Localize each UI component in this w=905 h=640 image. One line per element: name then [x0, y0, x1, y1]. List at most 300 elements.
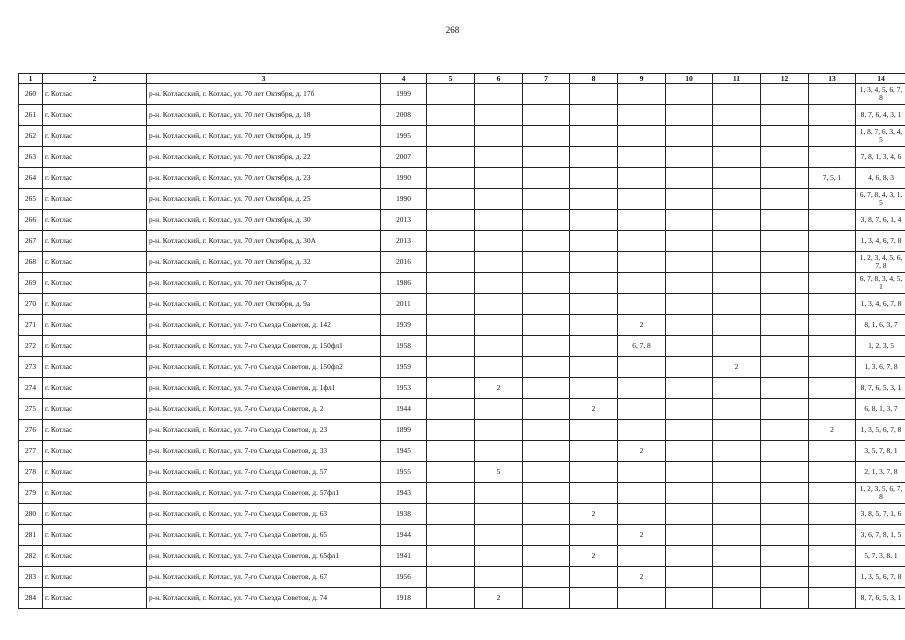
table-header	[19, 74, 905, 84]
row-number-cell: 274	[19, 378, 43, 399]
address-cell: р-н. Котласский, г. Котлас, ул. 70 лет Октября, д. 19	[147, 126, 381, 147]
year-cell: 1999	[381, 84, 427, 105]
col13-cell	[809, 357, 856, 378]
col7-cell	[523, 315, 570, 336]
col7-cell	[523, 420, 570, 441]
col7-cell	[523, 504, 570, 525]
year-cell: 1941	[381, 546, 427, 567]
col11-cell	[713, 189, 761, 210]
address-cell: р-н. Котласский, г. Котлас, ул. 70 лет Октября, д. 30А	[147, 231, 381, 252]
col12-cell	[761, 420, 809, 441]
address-cell: р-н. Котласский, г. Котлас, ул. 7-го Съезда Советов, д. 63	[147, 504, 381, 525]
table-row	[19, 588, 905, 609]
column-header-1: 1	[19, 74, 43, 84]
row-number-cell: 261	[19, 105, 43, 126]
col5-cell	[427, 525, 475, 546]
col14-cell: 5, 7, 3, 8, 1	[856, 546, 905, 567]
col8-cell	[570, 357, 618, 378]
col14-cell: 6, 7, 8, 4, 3, 1, 5	[856, 189, 905, 210]
page-number: 268	[445, 25, 460, 35]
col8-cell	[570, 588, 618, 609]
table-row	[19, 273, 905, 294]
table-row	[19, 294, 905, 315]
col11-cell	[713, 105, 761, 126]
col11-cell	[713, 84, 761, 105]
table-row	[19, 525, 905, 546]
city-cell: г. Котлас	[43, 336, 147, 357]
col9-cell	[618, 105, 666, 126]
column-header-3: 3	[147, 74, 381, 84]
col8-cell	[570, 420, 618, 441]
col9-cell: 6, 7, 8	[618, 336, 666, 357]
col14-cell: 1, 2, 3, 4, 5, 6, 7, 8	[856, 252, 905, 273]
row-number-cell: 271	[19, 315, 43, 336]
col12-cell	[761, 273, 809, 294]
col6-cell: 5	[475, 462, 523, 483]
col5-cell	[427, 567, 475, 588]
city-cell: г. Котлас	[43, 567, 147, 588]
col13-cell: 2	[809, 420, 856, 441]
column-header-9: 9	[618, 74, 666, 84]
col6-cell	[475, 483, 523, 504]
col14-cell: 1, 8, 7, 6, 3, 4, 5	[856, 126, 905, 147]
col13-cell	[809, 504, 856, 525]
year-cell: 2007	[381, 147, 427, 168]
table-row	[19, 336, 905, 357]
col10-cell	[666, 105, 713, 126]
year-cell: 2011	[381, 294, 427, 315]
col9-cell	[618, 273, 666, 294]
col11-cell	[713, 147, 761, 168]
col7-cell	[523, 168, 570, 189]
col8-cell	[570, 273, 618, 294]
col10-cell	[666, 546, 713, 567]
address-cell: р-н. Котласский, г. Котлас, ул. 70 лет Октября, д. 22	[147, 147, 381, 168]
col5-cell	[427, 441, 475, 462]
col6-cell	[475, 210, 523, 231]
col10-cell	[666, 168, 713, 189]
col14-cell: 8, 1, 6, 3, 7	[856, 315, 905, 336]
col7-cell	[523, 546, 570, 567]
year-cell: 1986	[381, 273, 427, 294]
col11-cell	[713, 210, 761, 231]
col14-cell: 1, 3, 4, 6, 7, 8	[856, 294, 905, 315]
col9-cell	[618, 231, 666, 252]
row-number-cell: 277	[19, 441, 43, 462]
table-row	[19, 210, 905, 231]
table-row	[19, 126, 905, 147]
row-number-cell: 273	[19, 357, 43, 378]
col9-cell: 2	[618, 315, 666, 336]
col8-cell: 2	[570, 504, 618, 525]
col11-cell	[713, 231, 761, 252]
row-number-cell: 276	[19, 420, 43, 441]
year-cell: 1944	[381, 399, 427, 420]
col5-cell	[427, 84, 475, 105]
col9-cell	[618, 84, 666, 105]
col10-cell	[666, 336, 713, 357]
address-cell: р-н. Котласский, г. Котлас, ул. 7-го Съезда Советов, д. 57	[147, 462, 381, 483]
column-header-13: 13	[809, 74, 856, 84]
col11-cell: 2	[713, 357, 761, 378]
address-cell: р-н. Котласский, г. Котлас, ул. 7-го Съезда Советов, д. 150фл2	[147, 357, 381, 378]
col11-cell	[713, 399, 761, 420]
col14-cell: 3, 6, 7, 8, 1, 5	[856, 525, 905, 546]
row-number-cell: 266	[19, 210, 43, 231]
col5-cell	[427, 273, 475, 294]
col11-cell	[713, 273, 761, 294]
col6-cell: 2	[475, 588, 523, 609]
col14-cell: 2, 1, 3, 7, 8	[856, 462, 905, 483]
col9-cell	[618, 168, 666, 189]
col10-cell	[666, 147, 713, 168]
col12-cell	[761, 357, 809, 378]
address-cell: р-н. Котласский, г. Котлас, ул. 7-го Съезда Советов, д. 74	[147, 588, 381, 609]
address-cell: р-н. Котласский, г. Котлас, ул. 7-го Съезда Советов, д. 65фл1	[147, 546, 381, 567]
col10-cell	[666, 315, 713, 336]
table-row	[19, 315, 905, 336]
col14-cell: 1, 3, 6, 7, 8	[856, 357, 905, 378]
col5-cell	[427, 483, 475, 504]
col7-cell	[523, 210, 570, 231]
table-row	[19, 441, 905, 462]
table-row	[19, 84, 905, 105]
col7-cell	[523, 567, 570, 588]
col12-cell	[761, 147, 809, 168]
col13-cell	[809, 336, 856, 357]
address-cell: р-н. Котласский, г. Котлас, ул. 70 лет Октября, д. 30	[147, 210, 381, 231]
col14-cell: 1, 3, 5, 6, 7, 8	[856, 567, 905, 588]
col14-cell: 1, 2, 3, 5, 6, 7, 8	[856, 483, 905, 504]
col14-cell: 8, 7, 6, 5, 3, 1	[856, 378, 905, 399]
col5-cell	[427, 105, 475, 126]
address-cell: р-н. Котласский, г. Котлас, ул. 7-го Съезда Советов, д. 23	[147, 420, 381, 441]
col6-cell	[475, 399, 523, 420]
col10-cell	[666, 126, 713, 147]
table-row	[19, 420, 905, 441]
column-header-2: 2	[43, 74, 147, 84]
year-cell: 1943	[381, 483, 427, 504]
col11-cell	[713, 588, 761, 609]
table-row	[19, 462, 905, 483]
col7-cell	[523, 441, 570, 462]
col13-cell	[809, 462, 856, 483]
col7-cell	[523, 189, 570, 210]
col7-cell	[523, 273, 570, 294]
table-row	[19, 231, 905, 252]
col12-cell	[761, 525, 809, 546]
col12-cell	[761, 546, 809, 567]
col11-cell	[713, 420, 761, 441]
col6-cell	[475, 84, 523, 105]
table-row	[19, 357, 905, 378]
col13-cell: 7, 5, 1	[809, 168, 856, 189]
col7-cell	[523, 588, 570, 609]
col6-cell	[475, 504, 523, 525]
col12-cell	[761, 84, 809, 105]
col12-cell	[761, 336, 809, 357]
col11-cell	[713, 252, 761, 273]
address-cell: р-н. Котласский, г. Котлас, ул. 7-го Съезда Советов, д. 57фл1	[147, 483, 381, 504]
col7-cell	[523, 336, 570, 357]
column-header-11: 11	[713, 74, 761, 84]
col9-cell	[618, 210, 666, 231]
col6-cell	[475, 105, 523, 126]
col6-cell	[475, 315, 523, 336]
col8-cell	[570, 147, 618, 168]
year-cell: 2016	[381, 252, 427, 273]
col13-cell	[809, 84, 856, 105]
city-cell: г. Котлас	[43, 420, 147, 441]
col14-cell: 3, 8, 7, 6, 1, 4	[856, 210, 905, 231]
col7-cell	[523, 147, 570, 168]
col12-cell	[761, 567, 809, 588]
col9-cell	[618, 294, 666, 315]
col6-cell	[475, 126, 523, 147]
col8-cell	[570, 126, 618, 147]
year-cell: 1958	[381, 336, 427, 357]
table-row	[19, 546, 905, 567]
col10-cell	[666, 231, 713, 252]
col8-cell	[570, 294, 618, 315]
city-cell: г. Котлас	[43, 252, 147, 273]
col8-cell	[570, 462, 618, 483]
col9-cell	[618, 399, 666, 420]
col7-cell	[523, 399, 570, 420]
col8-cell	[570, 315, 618, 336]
city-cell: г. Котлас	[43, 378, 147, 399]
city-cell: г. Котлас	[43, 588, 147, 609]
col10-cell	[666, 567, 713, 588]
address-cell: р-н. Котласский, г. Котлас, ул. 7-го Съезда Советов, д. 65	[147, 525, 381, 546]
address-cell: р-н. Котласский, г. Котлас, ул. 7-го Съезда Советов, д. 2	[147, 399, 381, 420]
col12-cell	[761, 399, 809, 420]
col10-cell	[666, 252, 713, 273]
row-number-cell: 279	[19, 483, 43, 504]
col8-cell: 2	[570, 546, 618, 567]
city-cell: г. Котлас	[43, 525, 147, 546]
col12-cell	[761, 168, 809, 189]
city-cell: г. Котлас	[43, 210, 147, 231]
col14-cell: 1, 2, 3, 5	[856, 336, 905, 357]
col9-cell	[618, 483, 666, 504]
year-cell: 1990	[381, 168, 427, 189]
year-cell: 1945	[381, 441, 427, 462]
col13-cell	[809, 315, 856, 336]
column-header-8: 8	[570, 74, 618, 84]
col13-cell	[809, 567, 856, 588]
col10-cell	[666, 84, 713, 105]
table-row	[19, 252, 905, 273]
col10-cell	[666, 189, 713, 210]
year-cell: 2013	[381, 231, 427, 252]
col7-cell	[523, 357, 570, 378]
col14-cell: 1, 3, 5, 6, 7, 8	[856, 420, 905, 441]
column-header-4: 4	[381, 74, 427, 84]
col7-cell	[523, 294, 570, 315]
col10-cell	[666, 294, 713, 315]
col9-cell: 2	[618, 441, 666, 462]
col5-cell	[427, 189, 475, 210]
col10-cell	[666, 420, 713, 441]
col5-cell	[427, 336, 475, 357]
col11-cell	[713, 567, 761, 588]
col11-cell	[713, 126, 761, 147]
row-number-cell: 282	[19, 546, 43, 567]
row-number-cell: 269	[19, 273, 43, 294]
year-cell: 1953	[381, 378, 427, 399]
col9-cell	[618, 126, 666, 147]
year-cell: 1899	[381, 420, 427, 441]
address-cell: р-н. Котласский, г. Котлас, ул. 70 лет Октября, д. 9а	[147, 294, 381, 315]
row-number-cell: 280	[19, 504, 43, 525]
col5-cell	[427, 147, 475, 168]
col9-cell	[618, 147, 666, 168]
col8-cell	[570, 483, 618, 504]
col8-cell	[570, 84, 618, 105]
col6-cell	[475, 168, 523, 189]
col5-cell	[427, 231, 475, 252]
col14-cell: 8, 7, 6, 5, 3, 1	[856, 588, 905, 609]
col11-cell	[713, 462, 761, 483]
header-row	[19, 74, 905, 84]
col10-cell	[666, 525, 713, 546]
col12-cell	[761, 504, 809, 525]
col8-cell	[570, 378, 618, 399]
city-cell: г. Котлас	[43, 294, 147, 315]
col6-cell	[475, 231, 523, 252]
column-header-14: 14	[856, 74, 905, 84]
col12-cell	[761, 105, 809, 126]
table-row	[19, 189, 905, 210]
col13-cell	[809, 525, 856, 546]
row-number-cell: 270	[19, 294, 43, 315]
table-row	[19, 483, 905, 504]
col10-cell	[666, 441, 713, 462]
col14-cell: 4, 6, 8, 3	[856, 168, 905, 189]
col11-cell	[713, 315, 761, 336]
col9-cell	[618, 378, 666, 399]
city-cell: г. Котлас	[43, 84, 147, 105]
col10-cell	[666, 210, 713, 231]
table-body	[19, 84, 905, 609]
col13-cell	[809, 105, 856, 126]
col8-cell	[570, 105, 618, 126]
col6-cell	[475, 147, 523, 168]
col6-cell	[475, 189, 523, 210]
col13-cell	[809, 126, 856, 147]
col8-cell	[570, 231, 618, 252]
table-row	[19, 567, 905, 588]
col5-cell	[427, 588, 475, 609]
col7-cell	[523, 231, 570, 252]
col11-cell	[713, 378, 761, 399]
year-cell: 2013	[381, 210, 427, 231]
row-number-cell: 272	[19, 336, 43, 357]
row-number-cell: 265	[19, 189, 43, 210]
col9-cell: 2	[618, 525, 666, 546]
city-cell: г. Котлас	[43, 483, 147, 504]
col10-cell	[666, 399, 713, 420]
column-header-5: 5	[427, 74, 475, 84]
col6-cell	[475, 441, 523, 462]
city-cell: г. Котлас	[43, 546, 147, 567]
year-cell: 1918	[381, 588, 427, 609]
col12-cell	[761, 189, 809, 210]
city-cell: г. Котлас	[43, 399, 147, 420]
col10-cell	[666, 588, 713, 609]
col5-cell	[427, 504, 475, 525]
col8-cell	[570, 441, 618, 462]
col8-cell	[570, 336, 618, 357]
year-cell: 1959	[381, 357, 427, 378]
col10-cell	[666, 462, 713, 483]
col6-cell: 2	[475, 378, 523, 399]
col14-cell: 6, 7, 8, 3, 4, 5, 1	[856, 273, 905, 294]
col13-cell	[809, 210, 856, 231]
col11-cell	[713, 546, 761, 567]
address-cell: р-н. Котласский, г. Котлас, ул. 70 лет Октября, д. 17б	[147, 84, 381, 105]
col13-cell	[809, 231, 856, 252]
col8-cell	[570, 567, 618, 588]
col6-cell	[475, 273, 523, 294]
col6-cell	[475, 546, 523, 567]
city-cell: г. Котлас	[43, 231, 147, 252]
year-cell: 1995	[381, 126, 427, 147]
row-number-cell: 268	[19, 252, 43, 273]
col14-cell: 8, 7, 6, 4, 3, 1	[856, 105, 905, 126]
col13-cell	[809, 147, 856, 168]
col6-cell	[475, 525, 523, 546]
col11-cell	[713, 441, 761, 462]
row-number-cell: 267	[19, 231, 43, 252]
col5-cell	[427, 126, 475, 147]
year-cell: 1990	[381, 189, 427, 210]
col7-cell	[523, 378, 570, 399]
col9-cell	[618, 252, 666, 273]
col7-cell	[523, 252, 570, 273]
year-cell: 1938	[381, 504, 427, 525]
col13-cell	[809, 252, 856, 273]
city-cell: г. Котлас	[43, 357, 147, 378]
city-cell: г. Котлас	[43, 504, 147, 525]
col12-cell	[761, 231, 809, 252]
col6-cell	[475, 252, 523, 273]
col5-cell	[427, 210, 475, 231]
row-number-cell: 262	[19, 126, 43, 147]
city-cell: г. Котлас	[43, 168, 147, 189]
row-number-cell: 281	[19, 525, 43, 546]
col12-cell	[761, 378, 809, 399]
col8-cell	[570, 168, 618, 189]
col5-cell	[427, 294, 475, 315]
col12-cell	[761, 483, 809, 504]
address-cell: р-н. Котласский, г. Котлас, ул. 7-го Съезда Советов, д. 150фл1	[147, 336, 381, 357]
table-row	[19, 399, 905, 420]
col9-cell	[618, 420, 666, 441]
col5-cell	[427, 378, 475, 399]
col13-cell	[809, 189, 856, 210]
col9-cell	[618, 462, 666, 483]
column-header-10: 10	[666, 74, 713, 84]
col11-cell	[713, 504, 761, 525]
col11-cell	[713, 483, 761, 504]
col13-cell	[809, 546, 856, 567]
col14-cell: 3, 8, 5, 7, 1, 6	[856, 504, 905, 525]
address-cell: р-н. Котласский, г. Котлас, ул. 7-го Съезда Советов, д. 142	[147, 315, 381, 336]
col14-cell: 1, 3, 4, 6, 7, 8	[856, 231, 905, 252]
address-cell: р-н. Котласский, г. Котлас, ул. 70 лет Октября, д. 23	[147, 168, 381, 189]
